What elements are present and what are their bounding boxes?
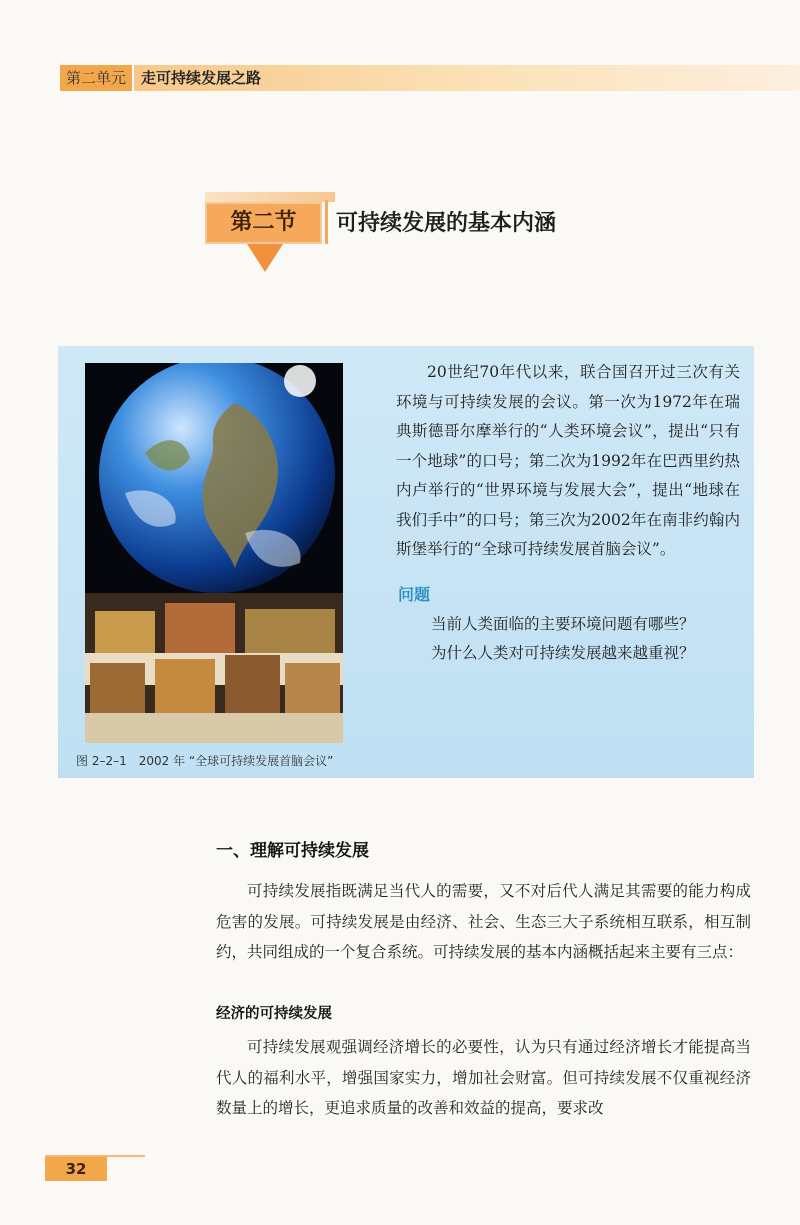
subsection-heading: 一、理解可持续发展: [216, 841, 369, 861]
question-line: 为什么人类对可持续发展越来越重视？: [431, 644, 695, 662]
unit-title: 走可持续发展之路: [141, 69, 262, 87]
topic-subheading: 经济的可持续发展: [216, 1006, 332, 1022]
section-title: 可持续发展的基本内涵: [336, 211, 557, 236]
section-divider: [325, 200, 328, 244]
figure-caption: 图 2–2–1 2002 年 “全球可持续发展首脑会议”: [76, 754, 334, 768]
section-arrow-icon: [247, 244, 283, 272]
unit-label: 第二单元: [60, 65, 134, 91]
body-paragraph: 可持续发展观强调经济增长的必要性，认为只有通过经济增长才能提高当代人的福利水平，增强国家实力，增加社会财富。但可持续发展不仅重视经济数量上的增长，更追求质量的改善和效益的提高，要求改: [216, 1038, 751, 1117]
summit-photo: [85, 363, 343, 743]
page-number: 32: [45, 1157, 107, 1181]
section-heading-band: [205, 192, 335, 202]
body-paragraph: 可持续发展指既满足当代人的需要，又不对后代人满足其需要的能力构成危害的发展。可持续发展是由经济、社会、生态三大子系统相互联系，相互制约，共同组成的一个复合系统。可持续发展的基本内涵概括起来主要有三点：: [216, 882, 751, 961]
section-number: 第二节: [205, 202, 322, 244]
intro-text: 20世纪70年代以来，联合国召开过三次有关环境与可持续发展的会议。第一次为1972年在瑞典斯德哥尔摩举行的“人类环境会议”，提出“只有一个地球”的口号；第二次为1992年在巴西里约热内卢举行的“世界环境与发展大会”，提出“地球在我们手中”的口号；第三次为2002年在南非约翰内斯堡举行的“全球可持续发展首脑会议”。: [396, 363, 740, 558]
question-line: 当前人类面临的主要环境问题有哪些？: [431, 615, 695, 633]
question-heading: 问题: [398, 585, 431, 604]
